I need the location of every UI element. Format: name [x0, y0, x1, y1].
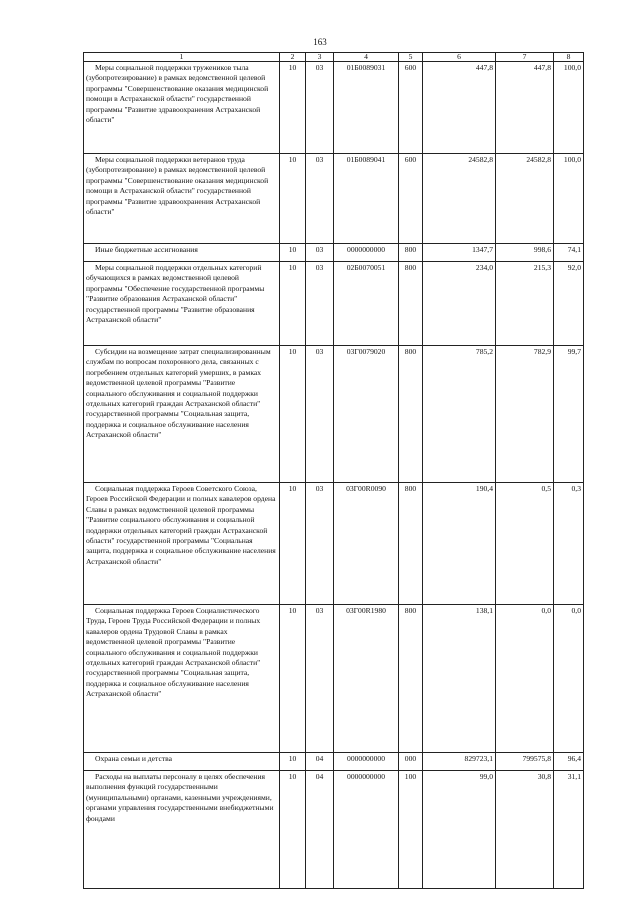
cell-section: 10: [280, 244, 306, 262]
cell-expense-type: 800: [399, 244, 423, 262]
cell-planned: 138,1: [423, 605, 496, 753]
cell-subsection: 03: [306, 244, 334, 262]
cell-percent: 74,1: [554, 244, 584, 262]
table-row: [84, 605, 584, 753]
cell-section: 10: [280, 753, 306, 771]
row-description: Социальная поддержка Героев Советского Союза, Героев Российской Федерации и полных кавалеров ордена Славы в рамках ведомственной целевой программы "Развитие социального обслуживания и социальной поддержки отдельных категорий граждан Астраханской области" государственной программы "Социальная защита, поддержка и социальное обслуживание населения Астраханской области": [84, 483, 280, 605]
cell-expense-type: 000: [399, 753, 423, 771]
cell-target-code: 0000000000: [334, 753, 399, 771]
budget-table: [83, 52, 584, 889]
cell-expense-type: 800: [399, 262, 423, 346]
cell-expense-type: 800: [399, 346, 423, 483]
cell-target-code: 01Б0089041: [334, 154, 399, 244]
cell-planned: 99,0: [423, 771, 496, 889]
cell-target-code: 03Г00R1980: [334, 605, 399, 753]
cell-expense-type: 800: [399, 605, 423, 753]
table-row: [84, 154, 584, 244]
cell-percent: 99,7: [554, 346, 584, 483]
table-row: [84, 483, 584, 605]
cell-section: 10: [280, 346, 306, 483]
cell-section: 10: [280, 483, 306, 605]
cell-percent: 31,1: [554, 771, 584, 889]
cell-executed: 30,8: [496, 771, 554, 889]
cell-planned: 234,0: [423, 262, 496, 346]
table-row: [84, 771, 584, 889]
cell-subsection: 03: [306, 346, 334, 483]
cell-section: 10: [280, 262, 306, 346]
cell-subsection: 03: [306, 154, 334, 244]
page-number: 163: [313, 37, 327, 47]
cell-planned: 785,2: [423, 346, 496, 483]
row-description: Меры социальной поддержки тружеников тыла (зубопротезирование) в рамках ведомственной целевой программы "Совершенствование оказания медицинской помощи в Астраханской области" государственной программы "Развитие здравоохранения Астраханской области": [84, 62, 280, 154]
cell-percent: 100,0: [554, 62, 584, 154]
cell-subsection: 03: [306, 483, 334, 605]
cell-percent: 92,0: [554, 262, 584, 346]
cell-percent: 100,0: [554, 154, 584, 244]
cell-expense-type: 800: [399, 483, 423, 605]
row-description: Расходы на выплаты персоналу в целях обеспечения выполнения функций государственными (муниципальными) органами, казенными учреждениями, органами управления государственными внебюджетными фондами: [84, 771, 280, 889]
cell-target-code: 0000000000: [334, 244, 399, 262]
cell-target-code: 01Б0089031: [334, 62, 399, 154]
cell-section: 10: [280, 154, 306, 244]
cell-planned: 829723,1: [423, 753, 496, 771]
cell-target-code: 0000000000: [334, 771, 399, 889]
table-row: [84, 62, 584, 154]
table-row: [84, 753, 584, 771]
cell-target-code: 03Г00R0090: [334, 483, 399, 605]
cell-subsection: 04: [306, 753, 334, 771]
cell-section: 10: [280, 771, 306, 889]
column-header: 6: [423, 53, 496, 62]
column-header: 4: [334, 53, 399, 62]
cell-planned: 24582,8: [423, 154, 496, 244]
row-description: Меры социальной поддержки отдельных категорий обучающихся в рамках ведомственной целевой программы "Обеспечение государственной программы "Развитие образования Астраханской области" государственной программы "Развитие образования Астраханской области": [84, 262, 280, 346]
cell-target-code: 03Г0079020: [334, 346, 399, 483]
table-header-row: [84, 53, 584, 62]
column-header: 1: [84, 53, 280, 62]
column-header: 7: [496, 53, 554, 62]
cell-executed: 782,9: [496, 346, 554, 483]
cell-planned: 190,4: [423, 483, 496, 605]
row-description: Субсидии на возмещение затрат специализированным службам по вопросам похоронного дела, связанных с погребением отдельных категорий умерших, в рамках ведомственной целевой программы "Развитие социального обслуживания и социальной поддержки отдельных категорий граждан Астраханской области" государственной программы "Социальная защита, поддержка и социальное обслуживание населения Астраханской области": [84, 346, 280, 483]
column-header: 3: [306, 53, 334, 62]
cell-executed: 24582,8: [496, 154, 554, 244]
row-description: Меры социальной поддержки ветеранов труда (зубопротезирование) в рамках ведомственной целевой программы "Совершенствование оказания медицинской помощи в Астраханской области" государственной программы "Развитие здравоохранения Астраханской области": [84, 154, 280, 244]
table-row: [84, 346, 584, 483]
cell-expense-type: 100: [399, 771, 423, 889]
column-header: 8: [554, 53, 584, 62]
cell-subsection: 04: [306, 771, 334, 889]
cell-section: 10: [280, 605, 306, 753]
cell-percent: 96,4: [554, 753, 584, 771]
row-description: Иные бюджетные ассигнования: [84, 244, 280, 262]
cell-section: 10: [280, 62, 306, 154]
cell-executed: 447,8: [496, 62, 554, 154]
column-header: 2: [280, 53, 306, 62]
table-row: [84, 244, 584, 262]
row-description: Социальная поддержка Героев Социалистического Труда, Героев Труда Российской Федерации и полных кавалеров ордена Трудовой Славы в рамках ведомственной целевой программы "Развитие социального обслуживания и социальной поддержки отдельных категорий граждан Астраханской области" государственной программы "Социальная защита, поддержка и социальное обслуживание населения Астраханской области": [84, 605, 280, 753]
cell-expense-type: 600: [399, 154, 423, 244]
cell-executed: 0,0: [496, 605, 554, 753]
cell-percent: 0,0: [554, 605, 584, 753]
table-row: [84, 262, 584, 346]
cell-expense-type: 600: [399, 62, 423, 154]
cell-subsection: 03: [306, 62, 334, 154]
cell-subsection: 03: [306, 605, 334, 753]
cell-executed: 215,3: [496, 262, 554, 346]
cell-executed: 0,5: [496, 483, 554, 605]
cell-executed: 799575,8: [496, 753, 554, 771]
cell-planned: 1347,7: [423, 244, 496, 262]
cell-planned: 447,8: [423, 62, 496, 154]
cell-target-code: 02Б0070051: [334, 262, 399, 346]
column-header: 5: [399, 53, 423, 62]
row-description: Охрана семьи и детства: [84, 753, 280, 771]
cell-percent: 0,3: [554, 483, 584, 605]
cell-executed: 998,6: [496, 244, 554, 262]
cell-subsection: 03: [306, 262, 334, 346]
